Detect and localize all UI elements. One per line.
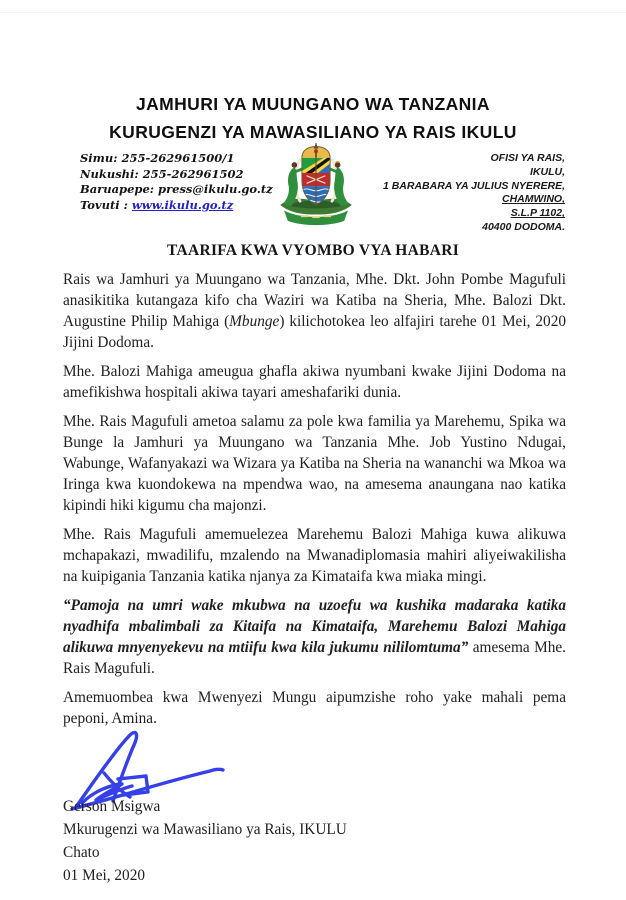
paragraph	[63, 524, 566, 587]
paragraph-segment: “Pamoja na umri wake mkubwa na uzoefu wa kushika madaraka katika nyadhifa mbalimbali za Kitaifa na Kimataifa, Marehemu Balozi Mahiga alikuwa mnyenyekevu na mtiifu kwa kila jukumu nililomtuma”	[63, 597, 566, 656]
paragraph-segment: Amemuombea kwa Mwenyezi Mungu aipumzishe roho yake mahali pema peponi, Amina.	[63, 689, 566, 727]
paragraph-segment: amesema Mhe. Rais Magufuli.	[63, 639, 566, 677]
paragraph	[63, 687, 566, 729]
paragraph-segment: Mhe. Rais Magufuli amemuelezea Marehemu Balozi Mahiga kuwa alikuwa mchapakazi, mwadilifu, mzalendo na Mwanadiplomasia mahiri aliyeiwakilisha na kuipigania Tanzania katika njanya za Kimataifa kwa miaka mingi.	[63, 526, 566, 585]
contact-website	[80, 198, 273, 214]
fax-label: Nukushi:	[80, 166, 139, 181]
phone-label: Simu:	[80, 151, 118, 165]
paragraph-segment: Mhe. Rais Magufuli ametoa salamu za pole kwa familia ya Marehemu, Spika wa Bunge la Jamhuri ya Muungano wa Tanzania Mhe. Job Yustino Ndugai, Wabunge, Wafanyakazi wa Wizara ya Katiba na Sheria na wananchi wa Mkoa wa Iringa kwa kuondokewa na mpendwa wao, na amesema anaungana nao katika kipindi hiki kigumu cha majonzi.	[63, 413, 566, 514]
website-link[interactable]: www.ikulu.go.tz	[131, 197, 234, 212]
email-value: press@ikulu.go.tz	[158, 182, 273, 196]
paragraph-segment: ) kilichotokea leo alfajiri tarehe 01 Mei, 2020 Jijini Dodoma.	[63, 313, 566, 351]
paragraph	[63, 269, 566, 353]
paragraph	[63, 361, 566, 403]
paragraph-segment: Rais wa Jamhuri ya Muungano wa Tanzania, Mhe. Dkt. John Pombe Magufuli anasikitika kutangaza kifo cha Waziri wa Katiba na Sheria, Mhe. Balozi Dkt. Augustine Philip Mahiga (	[63, 271, 566, 330]
contact-email	[80, 182, 273, 198]
title-line-2: KURUGENZI YA MAWASILIANO YA RAIS IKULU	[109, 122, 517, 142]
address-block	[383, 152, 565, 235]
contact-block	[80, 151, 273, 213]
website-label: Tovuti :	[80, 197, 128, 212]
address-line: 1 BARABARA YA JULIUS NYERERE,	[382, 179, 565, 192]
body-paragraphs	[63, 269, 566, 737]
paragraph	[63, 595, 566, 679]
address-line: IKULU,	[530, 165, 565, 178]
address-line: 40400 DODOMA.	[482, 220, 565, 233]
signatory-title: Mkurugenzi wa Mawasiliano ya Rais, IKULU	[63, 821, 347, 838]
paragraph-segment: Mbunge	[229, 313, 280, 330]
scan-artifact-line	[0, 12, 626, 13]
tanzania-coat-of-arms-emblem	[269, 142, 363, 234]
document-heading: TAARIFA KWA VYOMBO VYA HABARI	[166, 242, 460, 259]
signatory-location: Chato	[63, 844, 100, 861]
paragraph-segment: Mhe. Balozi Mahiga ameugua ghafla akiwa nyumbani kwake Jijini Dodoma na amefikishwa hospitali akiwa tayari ameshafariki dunia.	[63, 363, 566, 401]
address-line: CHAMWINO,	[502, 193, 565, 206]
phone-value: 255-262961500/1	[121, 151, 235, 165]
email-label: Baruapepe:	[80, 182, 155, 196]
contact-fax	[80, 167, 273, 183]
fax-value: 255-262961502	[142, 166, 244, 181]
address-line: OFISI YA RAIS,	[490, 152, 565, 164]
title-line-1: JAMHURI YA MUUNGANO WA TANZANIA	[136, 94, 490, 114]
signature-date: 01 Mei, 2020	[63, 867, 146, 884]
address-line: S.L.P 1102,	[510, 207, 565, 220]
org-title	[0, 90, 626, 146]
contact-phone	[80, 151, 273, 167]
paragraph	[63, 411, 566, 516]
signature-block	[63, 795, 347, 887]
signatory-name: Gerson Msigwa	[63, 798, 161, 815]
